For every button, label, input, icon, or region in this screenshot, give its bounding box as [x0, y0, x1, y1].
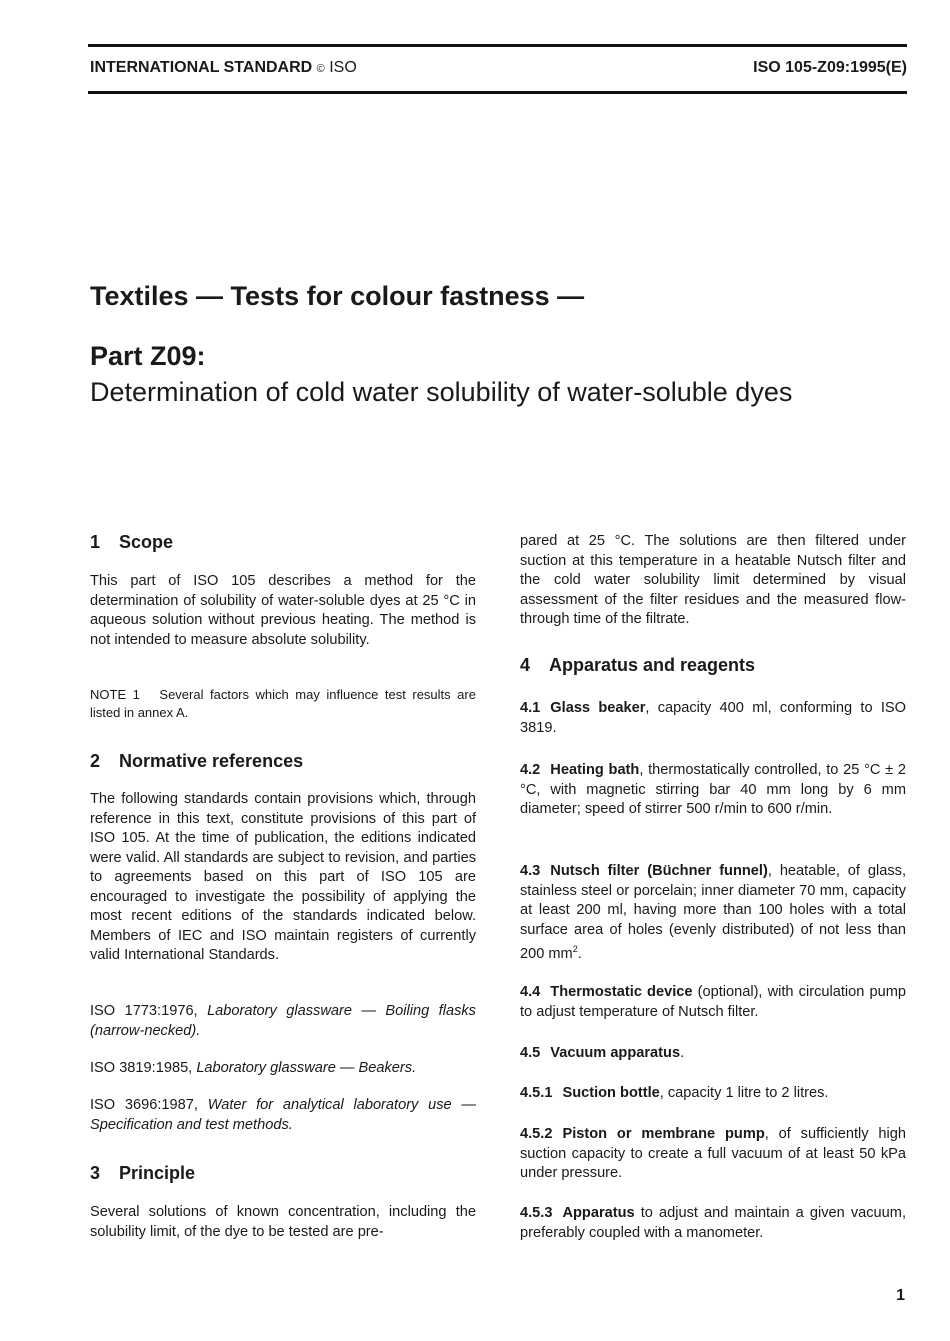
item-4-5-3: [520, 1204, 906, 1243]
item-text: .: [680, 1045, 685, 1061]
item-4-4: [520, 983, 906, 1022]
header-doc-number: ISO 105-Z09:1995(E): [753, 59, 907, 76]
document-title: Textiles — Tests for colour fastness —: [90, 281, 585, 311]
principle-text: Several solutions of known concentration, including the solubility limit, of the dye to be tested are pre-: [90, 1204, 476, 1240]
section-number: 4: [520, 655, 531, 675]
header-bottom-rule: [88, 91, 907, 94]
section-number: 1: [90, 532, 101, 552]
reference-item: [90, 1059, 476, 1079]
reference-item: [90, 1002, 476, 1041]
document-subtitle: Determination of cold water solubility of water-soluble dyes: [90, 377, 793, 407]
reference-title: Water for analytical laboratory use — Specification and test methods.: [90, 1097, 476, 1133]
page-number: 1: [896, 1287, 905, 1304]
reference-code: ISO 3819:1985,: [90, 1060, 193, 1076]
reference-code: ISO 3696:1987,: [90, 1097, 198, 1113]
item-number: 4.5.3: [520, 1205, 553, 1221]
item-text: , heatable, of glass, stainless steel or porcelain; inner diameter 70 mm, capacity at least 200 ml, having more than 100 holes with a total surface area of holes (evenly distributed) of not less than 200 mm: [520, 863, 907, 962]
item-number: 4.2: [520, 762, 541, 778]
section-title: Normative references: [119, 751, 304, 771]
section-title: Principle: [119, 1163, 196, 1183]
copyright-symbol: ©: [316, 63, 325, 75]
section-4-heading: [520, 655, 755, 676]
superscript: 2: [572, 944, 578, 954]
item-term: Nutsch filter (Büchner funnel): [550, 863, 768, 879]
item-text: to adjust and maintain a given vacuum, preferably coupled with a manometer.: [520, 1205, 906, 1241]
header-left: [90, 59, 357, 77]
item-number: 4.5.1: [520, 1085, 553, 1101]
item-text: , capacity 1 litre to 2 litres.: [659, 1085, 829, 1101]
header-standard-label: INTERNATIONAL STANDARD: [90, 59, 313, 76]
item-4-5-2: [520, 1125, 906, 1184]
item-number: 4.5.2: [520, 1126, 553, 1142]
header-org: ISO: [329, 59, 357, 76]
item-number: 4.5: [520, 1045, 541, 1061]
reference-item: [90, 1096, 476, 1135]
item-text: (optional), with circulation pump to adjust temperature of Nutsch filter.: [520, 984, 906, 1020]
section-1-heading: [90, 532, 173, 553]
normative-text: The following standards contain provisions which, through reference in this text, constitute provisions of this part of ISO 105. At the time of publication, the editions indicated were valid. All standards are subject to revision, and parties to agreements based on this part of ISO 105 are encouraged to investigate the possibility of applying the most recent editions of the standards indicated below. Members of IEC and ISO maintain registers of currently valid International Standards.: [90, 791, 476, 963]
part-label: Part Z09:: [90, 341, 206, 371]
item-4-2: [520, 761, 906, 820]
item-4-1: [520, 699, 906, 738]
item-term: Apparatus: [562, 1205, 635, 1221]
scope-text: This part of ISO 105 describes a method for the determination of solubility of water-soluble dyes at 25 °C in aqueous solution without previous heating. The method is not intended to measure absolute solubility.: [90, 573, 476, 648]
item-number: 4.1: [520, 700, 541, 716]
item-4-3: [520, 862, 906, 964]
reference-title: Laboratory glassware — Beakers.: [196, 1060, 417, 1076]
section-2-heading: [90, 751, 303, 772]
item-term: Piston or membrane pump: [562, 1126, 765, 1142]
section-title: Scope: [119, 532, 174, 552]
note-text: Several factors which may influence test results are listed in annex A.: [90, 687, 476, 720]
note-label: NOTE 1: [90, 687, 140, 702]
section-number: 2: [90, 751, 101, 771]
item-4-5-1: [520, 1084, 906, 1104]
item-number: 4.3: [520, 863, 541, 879]
item-4-5: [520, 1044, 906, 1064]
item-text: , thermostatically controlled, to 25 °C ± 2 °C, with magnetic stirring bar 40 mm long by 6 mm diameter; speed of stirrer 500 r/min to 600 r/min.: [520, 762, 907, 817]
item-text: , capacity 400 ml, conforming to ISO 3819.: [520, 700, 906, 736]
note-1: [90, 686, 476, 722]
item-term: Heating bath: [550, 762, 640, 778]
item-number: 4.4: [520, 984, 541, 1000]
reference-code: ISO 1773:1976,: [90, 1003, 198, 1019]
item-term: Vacuum apparatus: [550, 1045, 681, 1061]
section-number: 3: [90, 1163, 101, 1183]
section-title: Apparatus and reagents: [549, 655, 756, 675]
principle-text-continued: pared at 25 °C. The solutions are then filtered under suction at this temperature in a heatable Nutsch filter and the cold water solubility limit determined by visual assessment of the filter residues and the measured flow-through time of the filtrate.: [520, 533, 906, 627]
item-term: Suction bottle: [562, 1085, 660, 1101]
item-term: Glass beaker: [550, 700, 646, 716]
section-3-heading: [90, 1163, 195, 1184]
reference-title: Laboratory glassware — Boiling flasks (narrow-necked).: [90, 1003, 476, 1039]
item-end: .: [577, 945, 582, 962]
item-text: , of sufficiently high suction capacity to create a full vacuum of at least 50 kPa under pressure.: [520, 1126, 906, 1181]
top-rule: [88, 44, 907, 47]
item-term: Thermostatic device: [550, 984, 693, 1000]
